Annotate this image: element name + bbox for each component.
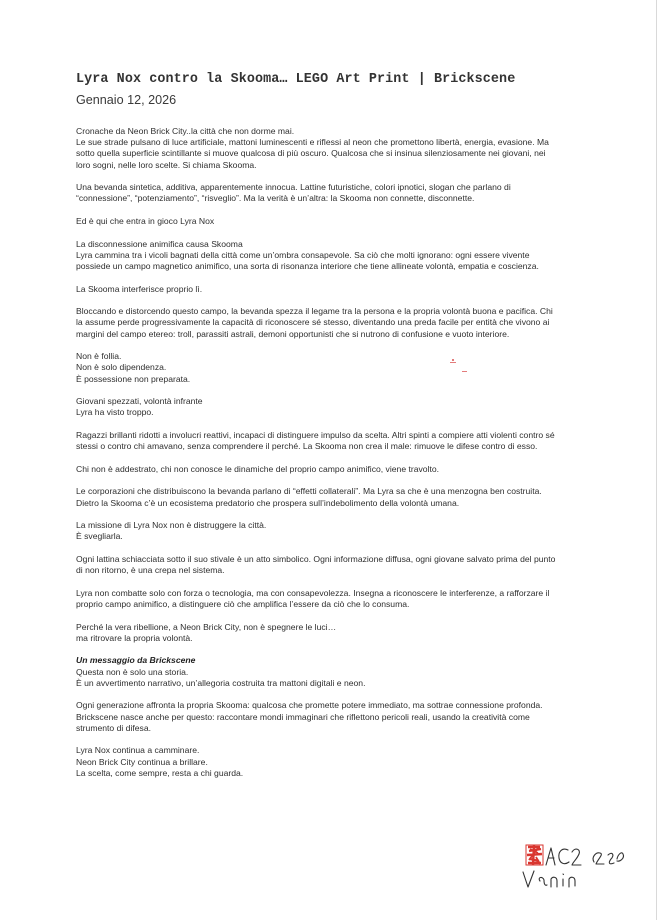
paragraph bbox=[76, 396, 576, 418]
paragraph bbox=[76, 216, 576, 227]
text-line: Ragazzi brillanti ridotti a involucri reattivi, incapaci di distinguere impulso da scelta. Altri spinti a compiere atti violenti contro sé bbox=[76, 429, 555, 440]
text-line: Lyra cammina tra i vicoli bagnati della città come un’ombra consapevole. Sa ciò che molti ignorano: ogni essere vivente bbox=[76, 249, 530, 260]
text-line: Giovani spezzati, volontà infrante bbox=[76, 396, 203, 407]
paragraph bbox=[76, 554, 576, 576]
paragraph bbox=[76, 126, 576, 171]
text-line: Brickscene nasce anche per questo: raccontare mondi immaginari che riflettono pericoli reali, usando la creatività come bbox=[76, 711, 530, 722]
text-line: Non è follia. bbox=[76, 351, 122, 362]
page-title: Lyra Nox contro la Skooma… LEGO Art Print | Brickscene bbox=[76, 72, 516, 87]
paragraph bbox=[76, 239, 576, 273]
text-line: Chi non è addestrato, chi non conosce le dinamiche del proprio campo animifico, viene travolto. bbox=[76, 463, 440, 474]
text-line: È possessione non preparata. bbox=[76, 373, 191, 384]
stray-mark bbox=[462, 371, 467, 372]
stray-mark bbox=[450, 362, 456, 363]
paragraph bbox=[76, 745, 576, 779]
text-line: loro sogni, nelle loro scelte. Si chiama Skooma. bbox=[76, 159, 257, 170]
stray-mark bbox=[452, 359, 454, 361]
paragraph bbox=[76, 464, 576, 475]
paragraph bbox=[76, 306, 576, 340]
text-line: stessi o contro chi amavano, senza comprendere il perché. La Skooma non crea il male: rimuove le difese contro di esso. bbox=[76, 441, 538, 452]
text-line: Non è solo dipendenza. bbox=[76, 362, 167, 373]
stamp-and-signature bbox=[518, 835, 628, 895]
text-line: sotto quella superficie scintillante si muove qualcosa di più oscuro. Qualcosa che si insinua silenziosamente nei giovani, nei bbox=[76, 148, 546, 159]
text-line: La missione di Lyra Nox non è distruggere la città. bbox=[76, 520, 267, 531]
text-line: margini del campo etereo: troll, parassiti astrali, demoni opportunisti che si nutrono di confusione e vuoto interiore. bbox=[76, 328, 510, 339]
paragraph bbox=[76, 430, 576, 452]
article-body bbox=[76, 126, 576, 790]
text-line: di non ritorno, è una crepa nel sistema. bbox=[76, 565, 225, 576]
paragraph bbox=[76, 700, 576, 734]
text-line: È un avvertimento narrativo, un’allegoria costruita tra mattoni digitali e neon. bbox=[76, 677, 366, 688]
text-line: Dietro la Skooma c’è un ecosistema predatorio che prospera sull’indebolimento della volontà umana. bbox=[76, 497, 460, 508]
paragraph bbox=[76, 520, 576, 542]
paragraph bbox=[76, 284, 576, 295]
text-line: possiede un campo magnetico animifico, una sorta di risonanza interiore che tiene allineate volontà, empatia e coscienza. bbox=[76, 261, 539, 271]
text-line: “connessione”, “potenziamento”, “risveglio”. Ma la verità è un’altra: la Skooma non connette, disconnette. bbox=[76, 193, 475, 204]
text-line: Ogni generazione affronta la propria Skooma: qualcosa che promette potere immediato, ma sottrae connessione profonda. bbox=[76, 700, 543, 711]
text-line: Lyra non combatte solo con forza o tecnologia, ma con consapevolezza. Insegna a riconoscere le interferenze, a rafforzare il bbox=[76, 587, 550, 598]
text-line: Una bevanda sintetica, additiva, apparentemente innocua. Lattine futuristiche, colori ipnotici, slogan che parlano di bbox=[76, 182, 511, 193]
text-line: Ogni lattina schiacciata sotto il suo stivale è un atto simbolico. Ogni informazione diffusa, ogni giovane salvato prima del punto bbox=[76, 553, 556, 564]
text-line: ma ritrovare la propria volontà. bbox=[76, 632, 193, 643]
page-edge bbox=[656, 0, 657, 920]
text-line: Lyra ha visto troppo. bbox=[76, 407, 154, 418]
paragraph bbox=[76, 351, 576, 385]
text-line: strumento di difesa. bbox=[76, 722, 151, 733]
paragraph bbox=[76, 588, 576, 610]
red-seal-stamp bbox=[526, 845, 543, 865]
text-line: Perché la vera ribellione, a Neon Brick City, non è spegnere le luci… bbox=[76, 621, 337, 632]
text-line: la assume perde progressivamente la capacità di riconoscere sé stesso, diventando una preda facile per entità che vivono ai bbox=[76, 317, 550, 328]
text-line: Le corporazioni che distribuiscono la bevanda parlano di “effetti collaterali”. Ma Lyra sa che è una menzogna ben costruita. bbox=[76, 486, 542, 497]
text-line: È svegliarla. bbox=[76, 531, 123, 542]
publish-date: Gennaio 12, 2026 bbox=[76, 93, 177, 107]
text-line: Cronache da Neon Brick City..la città che non dorme mai. bbox=[76, 126, 295, 136]
text-line: Lyra Nox continua a camminare. bbox=[76, 745, 200, 756]
paragraph bbox=[76, 622, 576, 644]
paragraph bbox=[76, 655, 576, 689]
section-subheading: Un messaggio da Brickscene bbox=[76, 655, 196, 666]
text-line: Questa non è solo una storia. bbox=[76, 666, 189, 677]
text-line: Ed è qui che entra in gioco Lyra Nox bbox=[76, 216, 215, 226]
text-line: La Skooma interferisce proprio lì. bbox=[76, 283, 203, 294]
text-line: La scelta, come sempre, resta a chi guarda. bbox=[76, 767, 244, 778]
paragraph bbox=[76, 486, 576, 508]
text-line: Neon Brick City continua a brillare. bbox=[76, 756, 208, 767]
text-line: proprio campo animifico, a distinguere ciò che amplifica l’essere da ciò che lo consuma. bbox=[76, 598, 410, 609]
paragraph bbox=[76, 182, 576, 204]
text-line: La disconnessione animifica causa Skooma bbox=[76, 238, 243, 249]
text-line: Bloccando e distorcendo questo campo, la bevanda spezza il legame tra la persona e la propria volontà buona e pacifica. Chi bbox=[76, 306, 553, 317]
text-line: Le sue strade pulsano di luce artificiale, mattoni luminescenti e riflessi al neon che promettono libertà, energia, evasione. Ma bbox=[76, 137, 549, 148]
